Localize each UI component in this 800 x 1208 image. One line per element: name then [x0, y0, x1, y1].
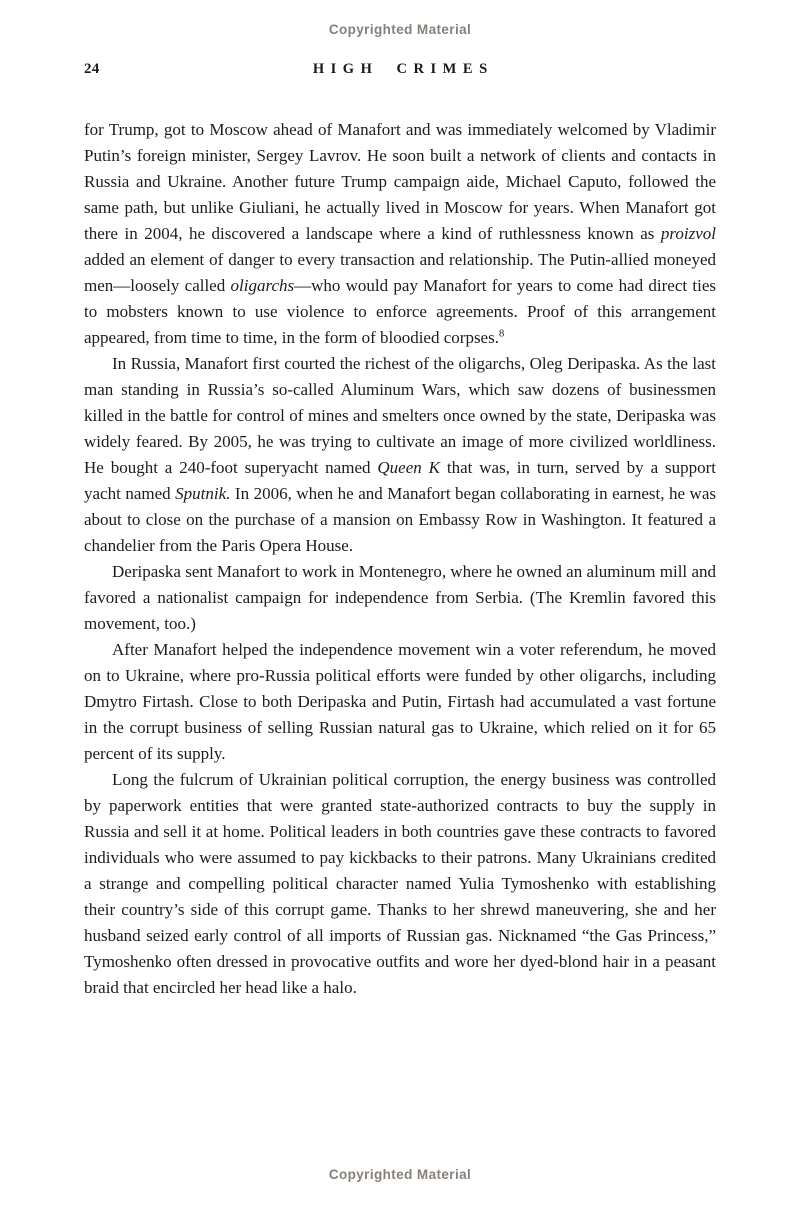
page-number: 24: [84, 61, 100, 77]
text-run: Long the fulcrum of Ukrainian political corruption, the energy business was controlled by paperwork entities that were granted state-authorized contracts to buy the supply in Russia and sell it at home. Political leaders in both countries gave these contracts to favored individuals who were assumed to pay kickbacks to their patrons. Many Ukrainians credited a strange and compelling political character named Yulia Tymoshenko with establishing their country’s side of this corrupt game. Thanks to her shrewd maneuvering, she and her husband seized early control of all imports of Russian gas. Nicknamed “the Gas Princess,” Tymoshenko often dressed in provocative outfits and wore her dyed-blond hair in a peasant braid that encircled her head like a halo.: [84, 770, 716, 997]
running-title: HIGH CRIMES: [312, 61, 494, 77]
text-run: In Russia, Manafort first courted the richest of the oligarchs, Oleg Deripaska. As the last man standing in Russia’s so-called Aluminum Wars, which saw dozens of businessmen killed in the battle for control of mines and smelters once owned by the state, Deripaska was widely feared. By 2005, he was trying to cultivate an image of more civilized worldliness. He bought a 240-foot superyacht named: [84, 354, 716, 477]
page-header: [84, 61, 716, 83]
copyright-notice-top: Copyrighted Material: [328, 22, 472, 37]
text-run: Deripaska sent Manafort to work in Montenegro, where he owned an aluminum mill and favored a nationalist campaign for independence from Serbia. (The Kremlin favored this movement, too.): [84, 562, 716, 633]
paragraph: [84, 351, 716, 559]
text-run: In 2006, when he and Manafort began collaborating in earnest, he was about to close on the purchase of a mansion on Embassy Row in Washington. It featured a chandelier from the Paris Opera House.: [84, 484, 716, 555]
italic-text: Sputnik.: [175, 484, 231, 503]
paragraph: [84, 559, 716, 637]
text-run: added an element of danger to every transaction and relationship. The Putin-allied moneyed men—loosely called: [84, 250, 716, 295]
text-run: for Trump, got to Moscow ahead of Manafort and was immediately welcomed by Vladimir Putin’s foreign minister, Sergey Lavrov. He soon built a network of clients and contacts in Russia and Ukraine. Another future Trump campaign aide, Michael Caputo, followed the same path, but unlike Giuliani, he actually lived in Moscow for years. When Manafort got there in 2004, he discovered a landscape where a kind of ruthlessness known as: [84, 120, 716, 243]
paragraph: [84, 117, 716, 351]
italic-text: oligarchs: [230, 276, 295, 295]
copyright-notice-bottom: Copyrighted Material: [328, 1167, 472, 1182]
footnote-reference: 8: [498, 328, 505, 340]
paragraph: [84, 767, 716, 1001]
body-text: [84, 117, 716, 1001]
text-run: After Manafort helped the independence movement win a voter referendum, he moved on to Ukraine, where pro-Russia political efforts were funded by other oligarchs, including Dmytro Firtash. Close to both Deripaska and Putin, Firtash had accumulated a vast fortune in the corrupt business of selling Russian natural gas to Ukraine, which relied on it for 65 percent of its supply.: [84, 640, 716, 763]
text-run: that was, in turn, served by a support yacht named: [84, 458, 716, 503]
text-run: —who would pay Manafort for years to come had direct ties to mobsters known to use violence to enforce agreements. Proof of this arrangement appeared, from time to time, in the form of bloodied corpses.: [84, 276, 716, 347]
paragraph: [84, 637, 716, 767]
italic-text: proizvol: [660, 224, 716, 243]
italic-text: Queen K: [377, 458, 440, 477]
